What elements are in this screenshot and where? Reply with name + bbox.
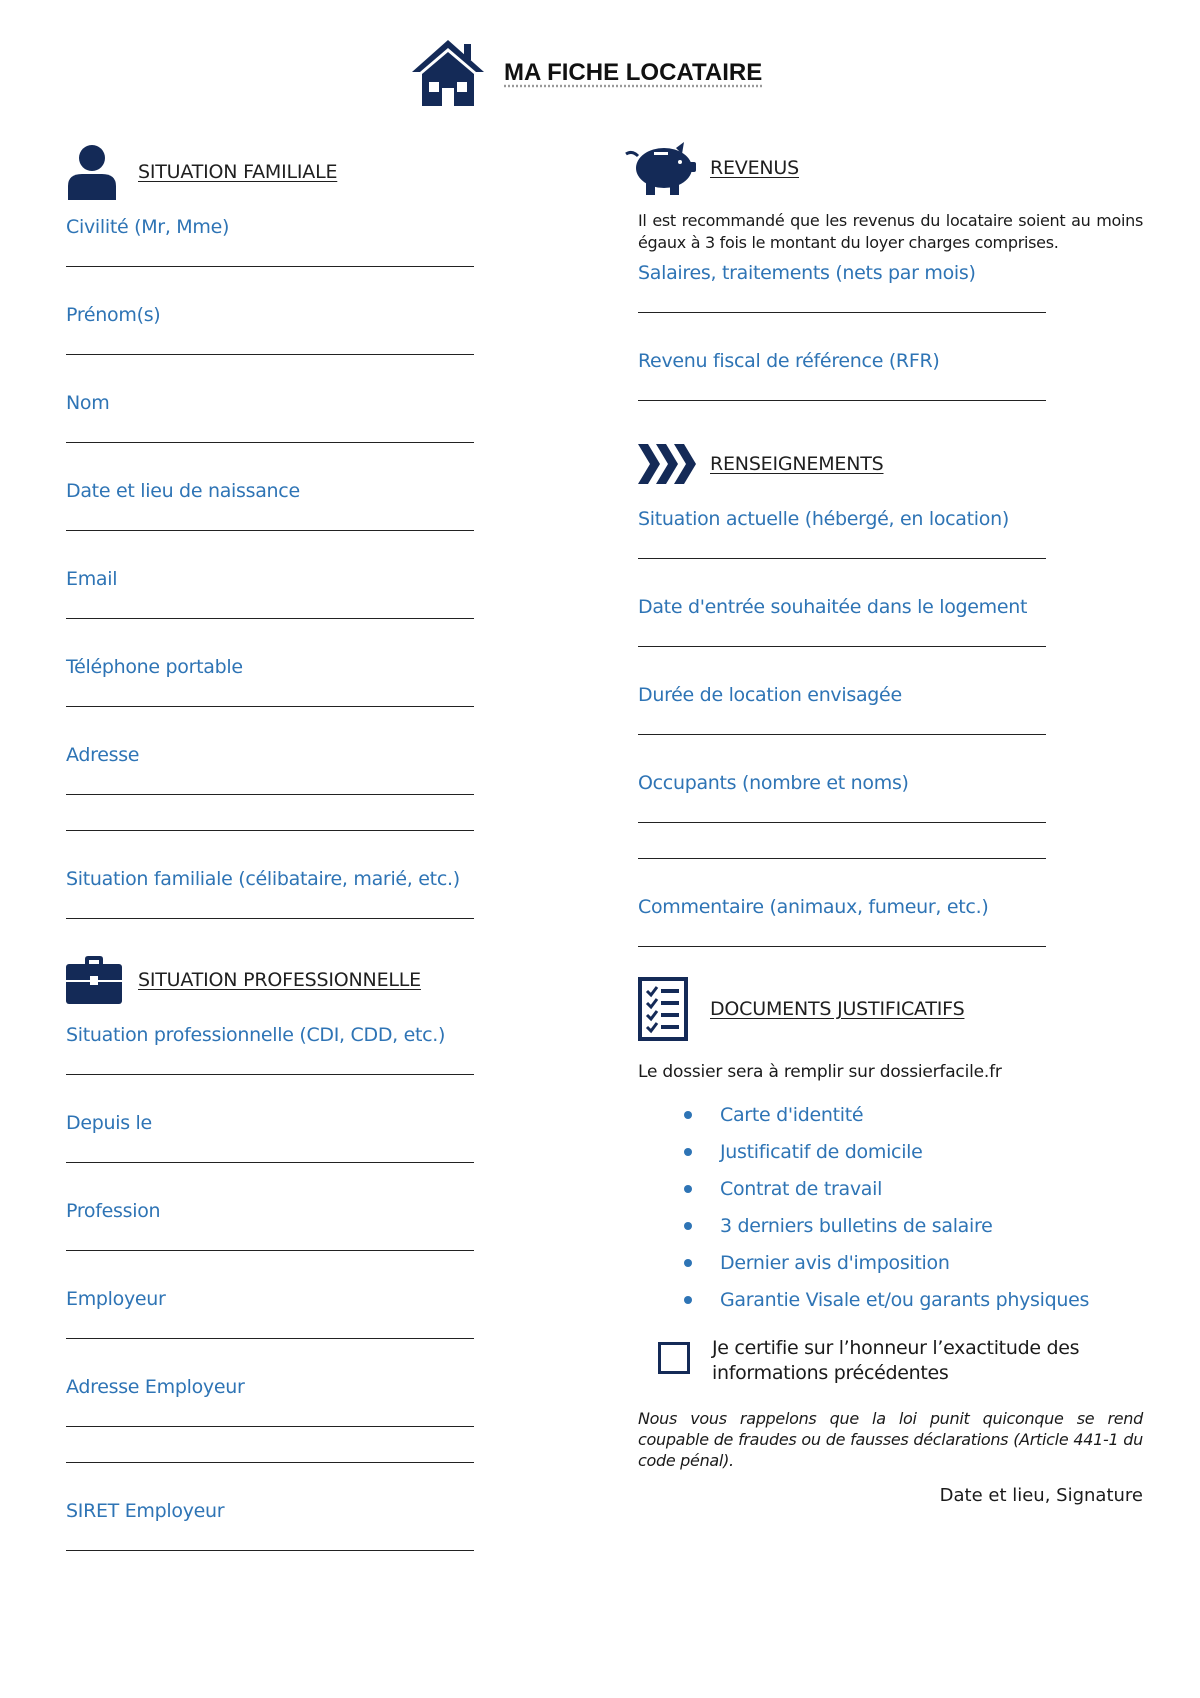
section-title-familiale: SITUATION FAMILIALE [138,161,338,183]
field-situation-actuelle[interactable]: Situation actuelle (hébergé, en location) [638,494,1138,582]
section-header-familiale [66,142,474,202]
field-nom[interactable]: Nom [66,378,474,466]
section-title-revenus: REVENUS [710,157,799,179]
documents-intro: Le dossier sera à remplir sur dossierfacile.fr [638,1062,1002,1082]
field-situation-familiale[interactable]: Situation familiale (célibataire, marié, etc.) [66,854,474,942]
list-item: 3 derniers bulletins de salaire [638,1207,1138,1244]
section-title-renseignements: RENSEIGNEMENTS [710,453,884,475]
revenus-note: Il est recommandé que les revenus du locataire soient au moins égaux à 3 fois le montant du loyer charges comprises. [638,211,1143,252]
field-siret[interactable]: SIRET Employeur [66,1486,474,1574]
left-column [66,142,474,1574]
field-telephone[interactable]: Téléphone portable [66,642,474,730]
field-prenom[interactable]: Prénom(s) [66,290,474,378]
field-naissance[interactable]: Date et lieu de naissance [66,466,474,554]
briefcase-icon [66,956,122,1004]
field-adresse[interactable]: Adresse [66,730,474,854]
person-icon [66,144,118,200]
field-duree[interactable]: Durée de location envisagée [638,670,1138,758]
legal-notice: Nous vous rappelons que la loi punit quiconque se rend coupable de fraudes ou de fausses déclarations (Article 441-1 du code pénal). [638,1409,1143,1470]
section-header-pro [66,950,474,1010]
chevrons-icon [638,442,698,486]
field-occupants[interactable]: Occupants (nombre et noms) [638,758,1138,882]
list-item: Justificatif de domicile [638,1133,1138,1170]
field-adresse-employeur[interactable]: Adresse Employeur [66,1362,474,1486]
field-depuis[interactable]: Depuis le [66,1098,474,1186]
section-title-pro: SITUATION PROFESSIONNELLE [138,969,421,991]
field-employeur[interactable]: Employeur [66,1274,474,1362]
field-email[interactable]: Email [66,554,474,642]
section-header-revenus [638,138,1138,198]
page-title: MA FICHE LOCATAIRE [504,59,763,86]
certify-text: Je certifie sur l’honneur l’exactitude des informations précédentes [712,1337,1080,1384]
certify-checkbox[interactable] [658,1342,690,1374]
list-item: Contrat de travail [638,1170,1138,1207]
page-header [408,38,762,108]
field-rfr[interactable]: Revenu fiscal de référence (RFR) [638,342,1138,430]
checklist-icon [638,977,688,1041]
documents-list [638,1096,1138,1318]
piggy-bank-icon [624,140,698,196]
field-civilite[interactable]: Civilité (Mr, Mme) [66,202,474,290]
right-column [638,138,1143,1506]
list-item: Carte d'identité [638,1096,1138,1133]
list-item: Garantie Visale et/ou garants physiques [638,1281,1138,1318]
field-date-entree[interactable]: Date d'entrée souhaitée dans le logement [638,582,1138,670]
field-commentaire[interactable]: Commentaire (animaux, fumeur, etc.) [638,882,1138,970]
signature-label: Date et lieu, Signature [939,1485,1143,1506]
house-icon [408,38,488,108]
section-header-renseignements [638,434,1138,494]
field-salaires[interactable]: Salaires, traitements (nets par mois) [638,254,1138,342]
section-title-documents: DOCUMENTS JUSTIFICATIFS [710,998,965,1020]
list-item: Dernier avis d'imposition [638,1244,1138,1281]
certify-row [638,1336,1138,1386]
field-profession[interactable]: Profession [66,1186,474,1274]
section-header-documents [638,976,1138,1042]
field-situation-pro[interactable]: Situation professionnelle (CDI, CDD, etc.) [66,1010,474,1098]
